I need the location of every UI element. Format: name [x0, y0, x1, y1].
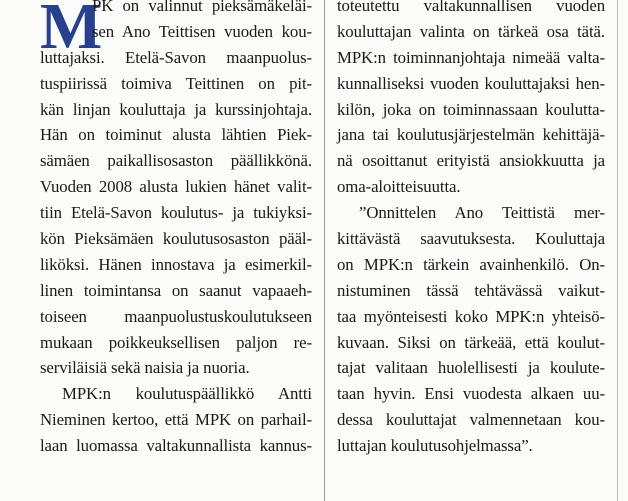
- page-edge-rule: [617, 0, 618, 501]
- text-line: kilön, joka on toiminnassaan koulutta-: [337, 99, 605, 119]
- left-column: [40, 0, 312, 459]
- text-line: sämäen paikallisosaston päällikkönä.: [40, 151, 312, 171]
- text-line: oma-aloitteisuutta.: [337, 177, 461, 197]
- text-line: jana tai koulutusjärjestelmän kehittäjä-: [337, 125, 605, 145]
- text-line: laan luomassa valtakunnallista kannus-: [40, 436, 312, 456]
- column-divider: [324, 0, 325, 501]
- text-line: kittävästä saavutuksesta. Kouluttaja: [337, 229, 605, 249]
- text-line: luttajan koulutusohjelmassa”.: [337, 436, 533, 456]
- text-line: Nieminen kertoo, että MPK on parhail-: [40, 410, 312, 430]
- text-line: MPK:n koulutuspäällikkö Antti: [62, 384, 312, 404]
- text-line: kouluttajan valinta on tärkeä osa tätä.: [337, 21, 605, 41]
- text-line: kunnalliseksi vuoden kouluttajaksi hen-: [337, 73, 605, 93]
- text-line: liköksi. Hänen innostava ja esimerkil-: [40, 254, 312, 274]
- text-line: serviläisiä sekä naisia ja nuoria.: [40, 358, 250, 378]
- text-line: ”Onnittelen Ano Teittistä mer-: [359, 203, 605, 223]
- text-line: dessa kouluttajat valmennetaan kou-: [337, 410, 605, 430]
- text-line: Vuoden 2008 alusta lukien hänet valit-: [40, 177, 312, 197]
- text-line: kän linjan kouluttaja ja kurssinjohtaja.: [40, 99, 312, 119]
- text-line: taan hyvin. Ensi vuodesta alkaen uu-: [337, 384, 605, 404]
- text-line: tajat valitaan huolellisesti ja koulute-: [337, 358, 605, 378]
- text-line: MPK:n toiminnanjohtaja nimeää valta-: [337, 47, 605, 67]
- text-line: tiin Etelä-Savon koulutus- ja tukiyksi-: [40, 203, 312, 223]
- text-line: nistuminen tässä tehtävässä vaikut-: [337, 280, 605, 300]
- text-line: toteutettu valtakunnallisen vuoden: [337, 0, 605, 15]
- text-line: kön Pieksämäen koulutusosaston pääl-: [40, 229, 312, 249]
- text-line: linen toimintansa on saanut vapaaeh-: [40, 280, 312, 300]
- text-line: tuspiirissä toimiva Teittinen on pit-: [40, 73, 312, 93]
- text-line: PK on valinnut pieksämäkeläi-: [92, 0, 312, 15]
- text-line: kuvaan. Siksi on tärkeää, että koulut-: [337, 332, 605, 352]
- text-line: mukaan poikkeuksellisen paljon re-: [40, 332, 312, 352]
- right-column: [337, 0, 605, 459]
- text-line: on MPK:n tärkein avainhenkilö. On-: [337, 254, 605, 274]
- drop-cap: M: [40, 0, 103, 63]
- text-line: taa myönteisesti koko MPK:n yhteisö-: [337, 306, 605, 326]
- text-line: nä osoittanut erityistä ansiokkuutta ja: [337, 151, 605, 171]
- text-line: Hän on toiminut alusta lähtien Piek-: [40, 125, 312, 145]
- text-line: sen Ano Teittisen vuoden kou-: [92, 21, 312, 41]
- text-line: toiseen maanpuolustuskoulutukseen: [40, 306, 312, 326]
- text-line: luttajaksi. Etelä-Savon maanpuolus-: [40, 47, 312, 67]
